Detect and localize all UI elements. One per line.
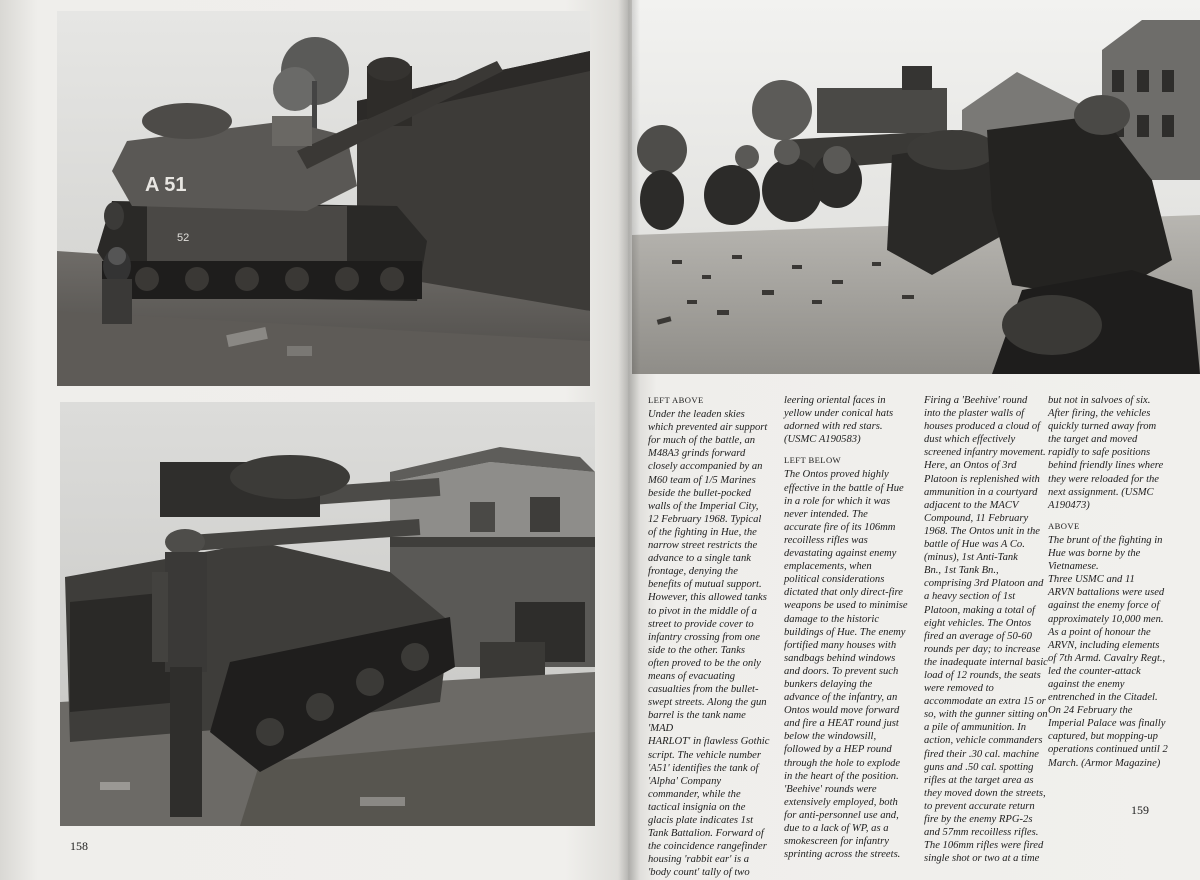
photo-tank-m48a3 xyxy=(57,11,590,386)
caption-text-above: The brunt of the fighting in Hue was borne by the Vietnamese. Three USMC and 11 ARVN battalions were used against the enemy force of approximately 10,000 men. As a point of honour the ARVN, including elements of 7th Armd. Cavalry Regt., led the counter-attack against the enemy entrenched in the Citadel. On 24 February the Imperial Palace was finally captured, but mopping-up operations continued until 2 March. (Armor Magazine) xyxy=(1048,534,1168,769)
tank-plate-marking: 52 xyxy=(177,232,190,244)
caption-text-left-below-cont: Firing a 'Beehive' round into the plaster walls of houses produced a cloud of dust which effectively screened infantry movement. Here, an Ontos of 3rd Platoon is replenished with ammunition in a courtyard adjacent to the MACV Compound, 11 February 1968. The Ontos unit in the battle of Hue was A Co. (minus), 1st Anti-Tank Bn., 1st Tank Bn., comprising 3rd Platoon and a heavy section of 1st Platoon, making a total of eight vehicles. The Ontos fired an average of 50-60 rounds per day; to increase the inadequate internal basic load of 12 rounds, the seats were removed to accommodate an extra 15 or so, with the gunner sitting on a pile of ammunition. In action, vehicle commanders fired their .30 cal. machine guns and .50 cal. spotting rifles at the target area as they moved down the streets, to prevent accurate return fire by the enemy RPG-2s and 57mm recoilless rifles. The 106mm rifles were fired single shot or two at a time xyxy=(924,395,1048,865)
caption-text-left-above-cont: leering oriental faces in yellow under conical hats adorned with red stars. (USMC A190583) xyxy=(784,395,894,446)
caption-column-1 xyxy=(648,394,770,879)
caption-column-3 xyxy=(924,394,1060,865)
caption-text-left-above: Under the leaden skies which prevented air support for much of the battle, an M48A3 grinds forward closely accompanied by an M60 team of 1/5 Marines beside the bullet-pocked walls of the Imperial City, 12 February 1968. Typical of the fighting in Hue, the narrow street restricts the advance to a single tank frontage, denying the benefits of mutual support. However, this allowed tanks to pivot in the middle of a street to provide cover to infantry crossing from one side to the other. Tanks often proved to be the only means of evacuating casualties from the bullet- swept streets. Along the gun barrel is the tank name 'MAD HARLOT' in flawless Gothic script. The vehicle number 'A51' identifies the tank of 'Alpha' Company commander, while the tactical insignia on the glacis plate indicates 1st Tank Battalion. Forward of the coincidence rangefinder housing 'rabbit ear' is a 'body count' tally of two xyxy=(648,409,770,879)
page-number-right: 159 xyxy=(1131,803,1149,817)
book-gutter xyxy=(618,0,640,880)
caption-text-left-below: The Ontos proved highly effective in the battle of Hue in a role for which it was never intended. The accurate fire of its 106mm recoilless rifles was devastating against enemy emplacements, when political considerations dictated that only direct-fire weapons be used to minimise damage to the historic buildings of Hue. The enemy fortified many houses with sandbags behind windows and doors. To prevent such bunkers delaying the advance of the infantry, an Ontos would move forward and fire a HEAT round just below the windowsill, followed by a HEP round through the hole to explode in the heart of the position. 'Beehive' rounds were extensively employed, both for anti-personnel use and, due to a lack of WP, as a smokescreen for infantry sprinting across the streets. xyxy=(784,469,908,861)
page-number-left: 158 xyxy=(70,839,88,853)
caption-text-left-below-end: but not in salvoes of six. After firing, the vehicles quickly turned away from the target and moved rapidly to safe positions behind friendly lines where they were reloaded for the next assignment. (USMC A190473) xyxy=(1048,395,1164,511)
caption-heading-above: ABOVE xyxy=(1048,520,1080,531)
photo-street-fighting xyxy=(632,0,1200,374)
photo-ontos xyxy=(60,402,595,826)
tank-hull-marking: A 51 xyxy=(145,174,187,196)
right-page xyxy=(628,0,1200,880)
caption-heading-left-above: LEFT ABOVE xyxy=(648,395,704,405)
caption-heading-left-below: LEFT BELOW xyxy=(784,455,842,466)
caption-column-4 xyxy=(1048,394,1180,770)
caption-column-2 xyxy=(784,394,918,861)
